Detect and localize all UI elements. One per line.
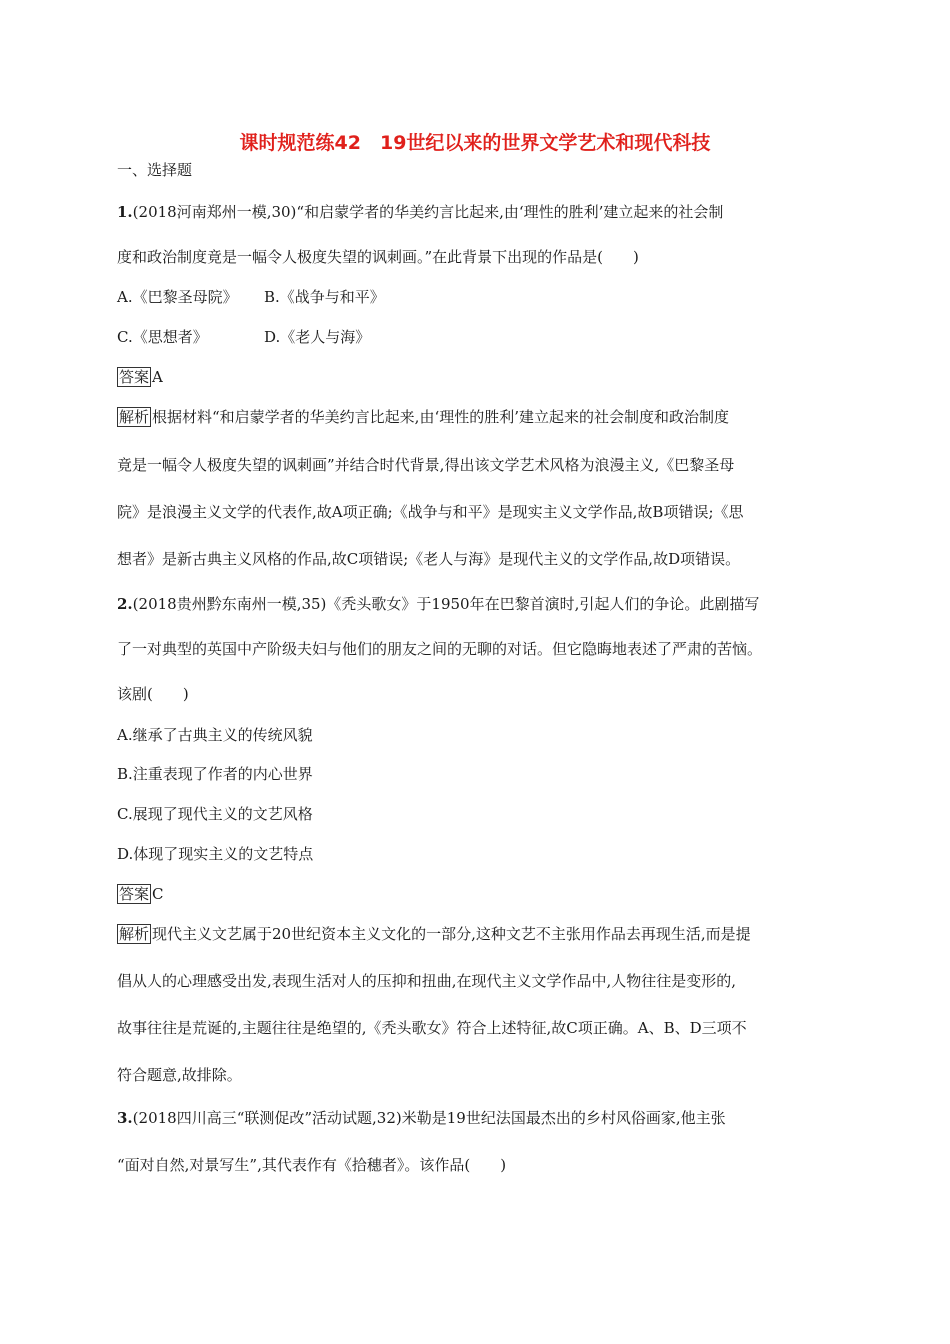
analysis-tag: 解析 bbox=[119, 925, 150, 943]
q1-option-d: D.《老人与海》 bbox=[264, 328, 371, 346]
q1-answer-value: A bbox=[152, 368, 163, 386]
q3-number: 3. bbox=[117, 1109, 133, 1127]
analysis-tag: 解析 bbox=[119, 408, 150, 426]
q1-option-b: B.《战争与和平》 bbox=[264, 288, 385, 306]
q1-analysis-line-1 bbox=[117, 407, 729, 427]
q2-answer-value: C bbox=[152, 885, 164, 903]
q2-option-b: B.注重表现了作者的内心世界 bbox=[117, 765, 313, 783]
q2-analysis-text-3: 故事往往是荒诞的,主题往往是绝望的,《秃头歌女》符合上述特征,故C项正确。A、B、D三项不 bbox=[117, 1019, 747, 1037]
q2-text-1: (2018贵州黔东南州一模,35)《秃头歌女》于1950年在巴黎首演时,引起人们的争论。此剧描写 bbox=[132, 595, 760, 613]
q1-answer bbox=[117, 367, 163, 387]
q1-options-row-1 bbox=[117, 287, 517, 307]
q1-analysis-text-2: 竟是一幅令人极度失望的讽刺画”并结合时代背景,得出该文学艺术风格为浪漫主义,《巴黎圣母 bbox=[117, 456, 735, 474]
q2-text-3: 该剧( ) bbox=[117, 685, 189, 703]
q2-answer bbox=[117, 884, 164, 904]
q2-analysis-text-4: 符合题意,故排除。 bbox=[117, 1066, 242, 1084]
q3-text-2: “面对自然,对景写生”,其代表作有《拾穗者》。该作品( ) bbox=[117, 1156, 507, 1174]
q1-option-a: A.《巴黎圣母院》 bbox=[117, 288, 238, 306]
q2-analysis-text-1: 现代主义文艺属于20世纪资本主义文化的一部分,这种文艺不主张用作品去再现生活,而是提 bbox=[152, 925, 751, 943]
answer-tag: 答案 bbox=[119, 368, 150, 386]
q3-line-1 bbox=[117, 1108, 726, 1128]
q1-analysis-text-3: 院》是浪漫主义文学的代表作,故A项正确;《战争与和平》是现实主义文学作品,故B项错误;《思 bbox=[117, 503, 744, 521]
q1-analysis-text-4: 想者》是新古典主义风格的作品,故C项错误;《老人与海》是现代主义的文学作品,故D项错误。 bbox=[117, 550, 741, 568]
q1-text-1: (2018河南郑州一模,30)“和启蒙学者的华美约言比起来,由‘理性的胜利’建立起来的社会制 bbox=[132, 203, 724, 221]
q1-analysis-text-1: 根据材料“和启蒙学者的华美约言比起来,由‘理性的胜利’建立起来的社会制度和政治制度 bbox=[152, 408, 729, 426]
q2-option-c: C.展现了现代主义的文艺风格 bbox=[117, 805, 313, 823]
q2-text-2: 了一对典型的英国中产阶级夫妇与他们的朋友之间的无聊的对话。但它隐晦地表述了严肃的苦恼。 bbox=[117, 640, 763, 658]
answer-tag: 答案 bbox=[119, 885, 150, 903]
q1-text-2: 度和政治制度竟是一幅令人极度失望的讽刺画。”在此背景下出现的作品是( ) bbox=[117, 248, 639, 266]
q1-number: 1. bbox=[117, 203, 133, 221]
q2-analysis-text-2: 倡从人的心理感受出发,表现生活对人的压抑和扭曲,在现代主义文学作品中,人物往往是变形的, bbox=[117, 972, 737, 990]
q1-option-c: C.《思想者》 bbox=[117, 328, 208, 346]
section-heading: 一、选择题 bbox=[117, 161, 193, 179]
page-title: 课时规范练42 19世纪以来的世界文学艺术和现代科技 bbox=[239, 132, 711, 154]
q2-analysis-line-1 bbox=[117, 924, 751, 944]
q1-options-row-2 bbox=[117, 327, 517, 347]
q2-line-1 bbox=[117, 594, 759, 614]
q3-text-1: (2018四川高三“联测促改”活动试题,32)米勒是19世纪法国最杰出的乡村风俗画家,他主张 bbox=[132, 1109, 726, 1127]
q2-option-d: D.体现了现实主义的文艺特点 bbox=[117, 845, 314, 863]
q1-line-1 bbox=[117, 202, 723, 222]
q2-option-a: A.继承了古典主义的传统风貌 bbox=[117, 726, 313, 744]
q2-number: 2. bbox=[117, 595, 133, 613]
